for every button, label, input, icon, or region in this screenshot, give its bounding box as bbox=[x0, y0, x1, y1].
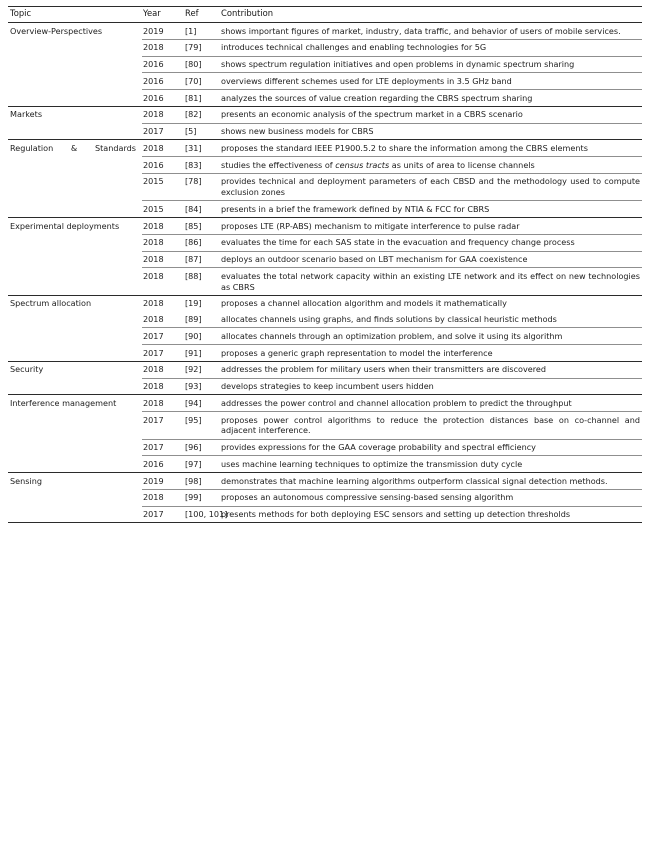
table-row[interactable] bbox=[8, 23, 642, 40]
cell-contribution: shows spectrum regulation initiatives and open problems in dynamic spectrum sharing bbox=[220, 56, 642, 73]
cell-reference[interactable]: [91] bbox=[184, 345, 220, 362]
column-header-contribution: Contribution bbox=[220, 7, 642, 23]
table-row[interactable] bbox=[8, 39, 642, 56]
cell-year: 2017 bbox=[142, 123, 184, 140]
cell-topic bbox=[8, 268, 142, 296]
cell-contribution: deploys an outdoor scenario based on LBT mechanism for GAA coexistence bbox=[220, 251, 642, 268]
cell-contribution: addresses the problem for military users when their transmitters are discovered bbox=[220, 361, 642, 378]
cell-contribution: addresses the power control and channel allocation problem to predict the throughput bbox=[220, 395, 642, 412]
cell-topic bbox=[8, 345, 142, 362]
cell-contribution: allocates channels through an optimization problem, and solve it using its algorithm bbox=[220, 328, 642, 345]
table-row[interactable] bbox=[8, 345, 642, 362]
cell-reference[interactable]: [94] bbox=[184, 395, 220, 412]
cell-year: 2018 bbox=[142, 378, 184, 395]
cell-reference[interactable]: [80] bbox=[184, 56, 220, 73]
table-row[interactable] bbox=[8, 361, 642, 378]
cell-year: 2017 bbox=[142, 412, 184, 440]
cell-year: 2018 bbox=[142, 295, 184, 311]
cell-reference[interactable]: [95] bbox=[184, 412, 220, 440]
cell-contribution: allocates channels using graphs, and finds solutions by classical heuristic methods bbox=[221, 314, 557, 325]
cell-contribution: demonstrates that machine learning algorithms outperform classical signal detection methods. bbox=[220, 473, 642, 490]
table-row[interactable] bbox=[8, 506, 642, 523]
cell-reference[interactable]: [98] bbox=[184, 473, 220, 490]
table-row[interactable] bbox=[8, 489, 642, 506]
cell-contribution: provides expressions for the GAA coverage probability and spectral efficiency bbox=[220, 439, 642, 456]
cell-topic bbox=[8, 23, 142, 40]
cell-contribution: proposes an autonomous compressive sensing-based sensing algorithm bbox=[220, 489, 642, 506]
cell-contribution: overviews different schemes used for LTE deployments in 3.5 GHz band bbox=[220, 73, 642, 90]
cell-year: 2018 bbox=[142, 361, 184, 378]
cell-year: 2016 bbox=[142, 73, 184, 90]
cell-topic bbox=[8, 361, 142, 378]
cell-reference[interactable]: [70] bbox=[184, 73, 220, 90]
cell-contribution: uses machine learning techniques to optimize the transmission duty cycle bbox=[220, 456, 642, 473]
table-row[interactable] bbox=[8, 218, 642, 235]
cell-contribution: proposes power control algorithms to reduce the protection distances base on co-channel and adjacent interference. bbox=[220, 412, 642, 440]
topic-label: Overview-Perspectives bbox=[10, 25, 103, 36]
table-row[interactable] bbox=[8, 73, 642, 90]
cell-topic bbox=[8, 123, 142, 140]
topic-label: Sensing bbox=[10, 475, 42, 486]
table-row[interactable] bbox=[8, 328, 642, 345]
survey-table bbox=[8, 6, 642, 523]
cell-contribution: proposes a generic graph representation to model the interference bbox=[220, 345, 642, 362]
cell-topic bbox=[8, 39, 142, 56]
cell-topic bbox=[8, 251, 142, 268]
cell-topic bbox=[8, 201, 142, 218]
table-row[interactable] bbox=[8, 123, 642, 140]
cell-contribution: presents in a brief the framework defined by NTIA & FCC for CBRS bbox=[220, 201, 642, 218]
cell-contribution: studies the effectiveness of census tracts as units of area to license channels bbox=[220, 157, 642, 174]
cell-contribution: shows new business models for CBRS bbox=[220, 123, 642, 140]
cell-reference[interactable]: [79] bbox=[184, 39, 220, 56]
cell-contribution: shows important figures of market, industry, data traffic, and behavior of users of mobile services. bbox=[220, 23, 642, 40]
table-header-row bbox=[8, 7, 642, 23]
cell-topic bbox=[8, 56, 142, 73]
cell-reference[interactable]: [97] bbox=[184, 456, 220, 473]
cell-contribution: presents an economic analysis of the spectrum market in a CBRS scenario bbox=[220, 106, 642, 123]
cell-topic bbox=[8, 395, 142, 412]
table-row[interactable] bbox=[8, 439, 642, 456]
table-row[interactable] bbox=[8, 106, 642, 123]
column-header-ref: Ref bbox=[184, 7, 220, 23]
cell-reference[interactable]: [81] bbox=[184, 90, 220, 107]
column-header-year: Year bbox=[142, 7, 184, 23]
cell-reference[interactable]: [99] bbox=[184, 489, 220, 506]
table-row[interactable] bbox=[8, 173, 642, 201]
cell-year: 2018 bbox=[142, 39, 184, 56]
topic-label: Markets bbox=[10, 109, 43, 120]
cell-topic bbox=[8, 456, 142, 473]
topic-label: Regulation & Standards bbox=[10, 142, 136, 153]
cell-reference[interactable]: [96] bbox=[184, 439, 220, 456]
cell-reference[interactable]: [1] bbox=[184, 23, 220, 40]
cell-reference[interactable]: [78] bbox=[184, 173, 220, 201]
cell-year: 2018 bbox=[142, 489, 184, 506]
cell-topic bbox=[8, 73, 142, 90]
cell-reference[interactable]: [100, 101] bbox=[184, 506, 220, 523]
table-row[interactable] bbox=[8, 234, 642, 251]
cell-year: 2015 bbox=[142, 201, 184, 218]
cell-topic bbox=[8, 412, 142, 440]
cell-contribution: proposes a channel allocation algorithm and models it mathematically bbox=[220, 295, 642, 311]
cell-topic bbox=[8, 489, 142, 506]
table-row[interactable] bbox=[8, 268, 642, 296]
cell-year: 2018 bbox=[142, 106, 184, 123]
cell-contribution: evaluates the total network capacity within an existing LTE network and its effect on new technologies as CBRS bbox=[220, 268, 642, 296]
cell-contribution: evaluates the time for each SAS state in the evacuation and frequency change process bbox=[220, 234, 642, 251]
table-row[interactable] bbox=[8, 251, 642, 268]
cell-year: 2016 bbox=[142, 456, 184, 473]
table-row[interactable] bbox=[8, 412, 642, 440]
table-row[interactable] bbox=[8, 378, 642, 395]
table-row[interactable] bbox=[8, 157, 642, 174]
topic-label: Spectrum allocation bbox=[10, 298, 92, 309]
cell-contribution: provides technical and deployment parameters of each CBSD and the methodology used to compute exclusion zones bbox=[220, 173, 642, 201]
table-row[interactable] bbox=[8, 395, 642, 412]
cell-contribution: develops strategies to keep incumbent users hidden bbox=[220, 378, 642, 395]
table-row[interactable] bbox=[8, 56, 642, 73]
cell-reference[interactable]: [85] bbox=[184, 218, 220, 235]
cell-reference[interactable]: [84] bbox=[184, 201, 220, 218]
cell-topic bbox=[8, 173, 142, 201]
cell-topic bbox=[8, 90, 142, 107]
topic-label: Interference management bbox=[10, 397, 117, 408]
cell-reference[interactable]: [31] bbox=[184, 140, 220, 157]
cell-contribution: presents methods for both deploying ESC sensors and setting up detection thresholds bbox=[220, 506, 642, 523]
cell-year: 2016 bbox=[142, 90, 184, 107]
cell-year: 2017 bbox=[142, 439, 184, 456]
cell-topic bbox=[8, 378, 142, 395]
cell-reference[interactable]: [93] bbox=[184, 378, 220, 395]
table-header bbox=[8, 7, 642, 23]
cell-reference[interactable]: [83] bbox=[184, 157, 220, 174]
table-body bbox=[8, 23, 642, 523]
cell-reference[interactable]: [92] bbox=[184, 361, 220, 378]
cell-reference[interactable]: [19] bbox=[184, 295, 220, 311]
cell-reference[interactable]: [5] bbox=[184, 123, 220, 140]
cell-topic bbox=[8, 218, 142, 235]
table-row[interactable] bbox=[8, 312, 642, 328]
topic-label: Experimental deployments bbox=[10, 220, 120, 231]
cell-year: 2018 bbox=[142, 218, 184, 235]
cell-year: 2015 bbox=[142, 173, 184, 201]
cell-reference[interactable]: [89] bbox=[185, 314, 202, 325]
cell-topic bbox=[8, 328, 142, 345]
table-row[interactable] bbox=[8, 295, 642, 311]
table-row[interactable] bbox=[8, 140, 642, 157]
cell-contribution: proposes LTE (RP-ABS) mechanism to mitigate interference to pulse radar bbox=[220, 218, 642, 235]
cell-topic bbox=[8, 295, 142, 311]
column-header-topic: Topic bbox=[8, 7, 142, 23]
cell-topic bbox=[8, 506, 142, 523]
cell-topic bbox=[8, 312, 142, 328]
table-row[interactable] bbox=[8, 201, 642, 218]
cell-reference[interactable]: [90] bbox=[184, 328, 220, 345]
cell-year: 2016 bbox=[142, 56, 184, 73]
cell-year: 2018 bbox=[142, 395, 184, 412]
cell-topic bbox=[8, 140, 142, 157]
cell-topic bbox=[8, 234, 142, 251]
cell-year: 2018 bbox=[142, 234, 184, 251]
cell-contribution: analyzes the sources of value creation regarding the CBRS spectrum sharing bbox=[220, 90, 642, 107]
cell-reference[interactable]: [82] bbox=[184, 106, 220, 123]
table-row[interactable] bbox=[8, 90, 642, 107]
cell-year: 2017 bbox=[142, 506, 184, 523]
cell-contribution: introduces technical challenges and enabling technologies for 5G bbox=[220, 39, 642, 56]
topic-label: Security bbox=[10, 364, 44, 375]
cell-year: 2018 bbox=[143, 314, 164, 325]
cell-topic bbox=[8, 439, 142, 456]
cell-year: 2018 bbox=[142, 268, 184, 296]
cell-year: 2018 bbox=[142, 251, 184, 268]
cell-topic bbox=[8, 157, 142, 174]
cell-contribution: proposes the standard IEEE P1900.5.2 to share the information among the CBRS elements bbox=[220, 140, 642, 157]
cell-reference[interactable]: [86] bbox=[184, 234, 220, 251]
cell-year: 2018 bbox=[142, 140, 184, 157]
cell-reference[interactable]: [87] bbox=[184, 251, 220, 268]
cell-year: 2019 bbox=[142, 473, 184, 490]
cell-topic bbox=[8, 106, 142, 123]
cell-topic bbox=[8, 473, 142, 490]
table-row[interactable] bbox=[8, 473, 642, 490]
cell-year: 2017 bbox=[142, 345, 184, 362]
cell-year: 2017 bbox=[142, 328, 184, 345]
cell-year: 2019 bbox=[142, 23, 184, 40]
table-row[interactable] bbox=[8, 456, 642, 473]
cell-reference[interactable]: [88] bbox=[184, 268, 220, 296]
cell-year: 2016 bbox=[142, 157, 184, 174]
